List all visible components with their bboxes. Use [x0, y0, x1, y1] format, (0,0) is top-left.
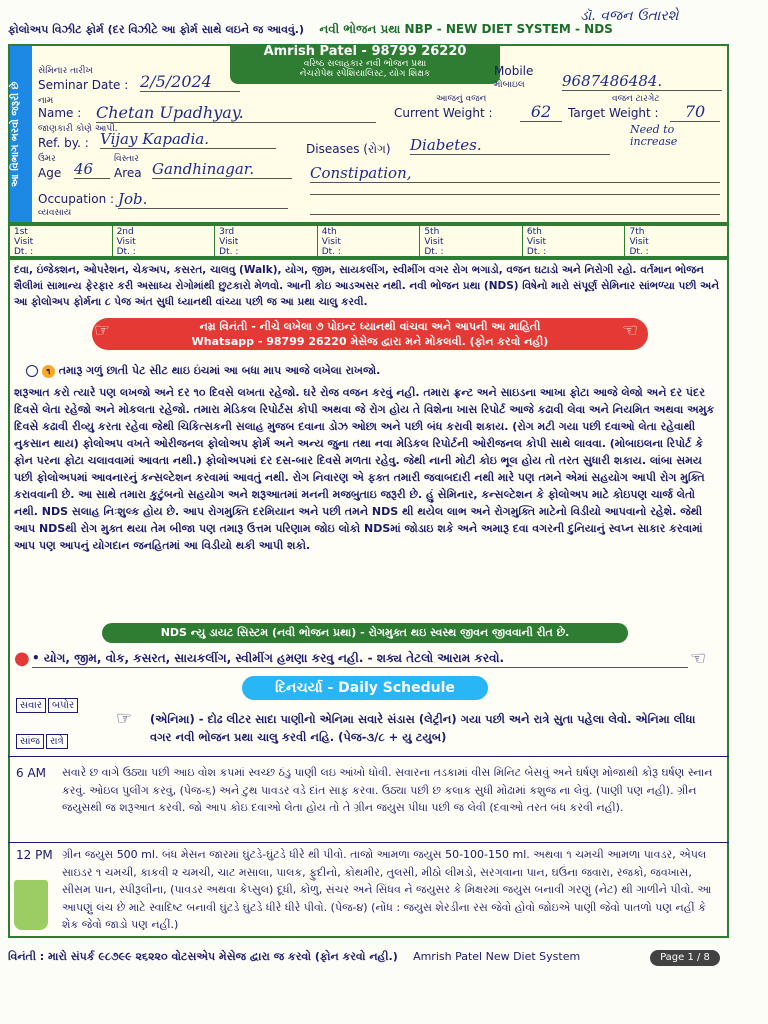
target-weight-label: Target Weight : [568, 106, 659, 120]
points-text: શરૂઆત કરો ત્યારે પણ લખજો અને દર ૧૦ દિવસે લખતા રહેજો. ઘરે રોજ વજન કરવું નહી. તમારા ફ્રન્ટ અને સાઇડના આખા ફોટા આજે લેજો અને દર પંદર દિવસે લેતા રહેજો અને મોકલતા રહેજો. તમારા મેડિકલ રિપોર્ટસ કોપી અથવા જે રોગ હોય તે વિશેના ખાસ રિપોર્ટ આજે કઢાવી લેવા અને નિયમિત અથવા અમુક દિવસે કઢાવી રીવ્યુ કરતા રહેવા જેથી ચિકિત્સકની સલાહ મુજબ દવાના ડોઝ ઓછા અને પછી બંધ કરાવી શકાય. (રોગ મટી ગયા પછી દવાઓ લેતા રહેવાથી નુકસાન થાય) ફોલોઅપ વખતે ઓરીજનલ ફોલોઅપ ફોર્મ અને અન્ય જુના તથા નવા મેડિકલ રિપોર્ટની ઓરીજનલ કોપી સાથે લાવવા. (મોબાઇલના રિપોર્ટ કે ફોન પરના ફોટા ચલાવવામાં આવતા નથી.) ફોલોઅપમાં દર દસ-બાર દિવસે મળતા રહેવુ. જેથી નાની મોટી કોઇ ભૂલ હોય તો તરત સુધારી શકાય. લાંબા સમય પછી ફોલોઅપમાં આવનારનું કન્સલ્ટેશન કરવામાં આવતું નથી. રોગ નિવારણ એ ફક્ત તમારી જવાબદારી નથી મારે પણ તમને એમાં સહયોગ આપી રોગ મુક્તિ કરાવવાની છે. આ સાથે તમારા કુટુંબનો સહયોગ અને શરૂઆતમાં મનની મજબુતાઇ જરૂરી છે. હું સેમિનાર, કન્સલ્ટેશન કે ફોલોઅપ માટે કોઇપણ ચાર્જ લેતો નથી. NDS સલાહ નિઃશુલ્ક હોય છે. આપ રોગમુક્તિ દરમિયાન અને પછી તમને NDS થી થયેલ લાભ અને રોગમુક્તિ માટેનો વિડીયો આપવાનો રહેશે. જેથી આપ NDSથી રોગ મુક્ત થયા તેમ બીજા પણ તમારૂ ઉત્તમ પરિણામ જોઇ લોકો NDSમાં જોડાઇ શકે અને અમારૂ દવા વગરની દુનિયાનું સ્વપ્ન સાકાર કરવામાં આપ પણ આપનું યોગદાન જનહિતમાં આ વિડીયો થકી આપી શકો. [14, 386, 715, 552]
age-label: Age [38, 166, 62, 180]
mobile-value[interactable]: 9687486484. [562, 72, 722, 91]
diseases-value-2[interactable]: Constipation, [310, 164, 720, 183]
tag-noon[interactable]: બપોર [48, 698, 78, 713]
text-6am: સવારે છ વાગે ઉઠ્યા પછી આઇ વોશ કપમાં સ્વચ્છ ઠંડુ પાણી લઇ આંખો ધોવી. સવારના તડકામાં વીસ મિનિટ બેસવું અને ઘર્ષણ મોજાથી કોરૂ ઘર્ષણ સ્નાન કરવું. ઓઇલ પુલીંગ કરવું, (પેજ-૬) અને ટુથ પાવડર વડે દાંત સાફ કરવા. ઉઠ્યા પછી છ કલાક સુધી મોઢામાં કશુજ ના લેવું. (પાણી પણ નહી). ગ્રીન જયુસથી જ શરૂઆત કરવી. જો આપ કોઇ દવાઓ લેતા હોય તો તે ગ્રીન જયુસ પીધા પછી જ લેવી (દવાઓ તરત બંધ કરવી નહી). [62, 766, 713, 814]
footer-brand: Amrish Patel New Diet System [413, 950, 581, 963]
evening-night-tags [16, 734, 68, 749]
diseases-label: Diseases (રોગ) [306, 142, 391, 156]
checkbox-ring-icon[interactable] [26, 365, 38, 377]
pointing-hand-icon-right: ☜ [622, 320, 639, 341]
measure-line: ૧ તમારૂ ગળું છાતી પેટ સીટ થાઇ ઇંચમાં આ બધા માપ આજે લખેલા રાખજો. [26, 362, 726, 379]
doctor-line-1: વરિષ્ઠ સલાહકાર નવી ભોજન પ્રથા [303, 59, 427, 69]
visit-cell-5[interactable]: 5th Visit Dt. : [420, 226, 523, 256]
doctor-banner [230, 44, 500, 84]
time-6am: 6 AM [16, 766, 47, 780]
occupation-value[interactable]: Job. [118, 190, 288, 209]
point-1-icon: ૧ [42, 365, 55, 378]
doctor-name: Amrish Patel - 98799 26220 [263, 44, 467, 59]
morning-noon-tags [16, 698, 78, 713]
target-weight-gu: વજન ટારગેટ [612, 94, 660, 104]
seminar-date-gu: સેમિનાર તારીખ [38, 66, 93, 76]
footer-request: વિનંતી : મારો સંપર્ક ૯૮૭૯૯ ૨૬૨૨૦ વોટસએપ મેસેજ દ્વારા જ કરવો (ફોન કરવો નહી.) [8, 950, 398, 963]
current-weight-value[interactable]: 62 [520, 102, 562, 122]
doctor-line-2: નેચરોપેથ સ્પેશિયાલિસ્ટ, યોગ શિક્ષક [299, 69, 431, 79]
divider-2 [8, 842, 729, 843]
divider-1 [8, 756, 729, 757]
diseases-blank-line [310, 194, 720, 195]
footer [8, 950, 729, 964]
area-label: Area [114, 166, 142, 180]
mobile-gu: મોબાઇલ [494, 80, 525, 90]
area-gu: વિસ્તાર [114, 154, 139, 164]
nds-pill: NDS ન્યુ ડાયટ સિસ્ટમ (નવી ભોજન પ્રથા) - રોગમુક્ત થઇ સ્વસ્થ જીવન જીવવાની રીત છે. [102, 623, 628, 643]
current-weight-gu: આજનું વજન [436, 94, 487, 104]
pointing-hand-icon-enema: ☞ [116, 708, 133, 729]
occupation-label: Occupation : [38, 192, 115, 206]
header [8, 22, 708, 37]
visit-cell-7[interactable]: 7th Visit Dt. : [629, 227, 649, 257]
diseases-value-1[interactable]: Diabetes. [410, 136, 610, 155]
target-note: Need to increase [630, 123, 678, 148]
nbp-title: નવી ભોજન પ્રથા NBP - NEW DIET SYSTEM - NDS [319, 22, 613, 36]
target-weight-value[interactable]: 70 [670, 102, 720, 122]
page-badge: Page 1 / 8 [650, 950, 720, 966]
ref-gu: જાણકારી કોણે આપી. [38, 124, 118, 134]
mobile-label: Mobile [494, 64, 534, 78]
enema-text: (એનિમા) - દોઢ લીટર સાદા પાણીનો એનિમા સવારે સંડાસ (લેટ્રીન) ગયા પછી અને રાત્રે સુતા પહેલા લેવો. એનિમા લીધા વગર નવી ભોજન પ્રથા ચાલુ કરવી નહિ. (પેજ-૩/૮ + યુ ટયુબ) [150, 712, 696, 744]
age-gu: ઉંમર [38, 154, 56, 164]
diseases-blank-line-2 [310, 214, 720, 215]
name-value[interactable]: Chetan Upadhyay. [96, 103, 376, 123]
bullet-dot-icon: ● [14, 648, 30, 669]
visit-cell-6[interactable]: 6th Visit Dt. : [523, 226, 626, 256]
name-gu: નામ [38, 96, 54, 106]
visit-cell-4[interactable]: 4th Visit Dt. : [318, 226, 421, 256]
current-weight-label: Current Weight : [394, 106, 493, 120]
visit-cell-2[interactable]: 2nd Visit Dt. : [113, 226, 216, 256]
text-12pm: ગ્રીન જયુસ 500 ml. બંધ મેસન જારમાં ઘુંટડે-ઘુંટડે ધીરે થી પીવો. તાજો આમળા જયુસ 50-100-150 ml. અથવા ૧ ચમચી આમળા પાવડર, એપલ સાઇડર ૧ ચમચી, કાકવી ૨ ચમચી, ચાટ મસાલા, પાલક, ફુદીનો, કોથમીર, તુલસી, મીઠો લીમડો, સરગવાના પાન, ઘઉંના જવારા, રજકો, જવખાસ, સીસમ પાન, સ્પીરૂલીના, (પાવડર અથવા કેપ્સુલ) દૂધી, કોળુ, સંચર અને સિંધવ ને જયુસર કે મિક્ષરમાં જયુસ બનાવી ગરણું (નેટ) થી ગાળીને પીવો. આ આપણું લંચ છે માટે સ્વાદિષ્ટ બનાવી ઘુંટડે ઘુંટડે ધીરે ધીરે પીવો. (પેજ-૪) (નોંધ : જયુસ શેરડીના રસ જેવો હોવો જોઇએ પાણી જેવો પાતળો પણ નહીં કે શેક જેવો જાડો પણ નહીં.) [62, 848, 712, 931]
visit-cell-3[interactable]: 3rd Visit Dt. : [215, 226, 318, 256]
pointing-hand-icon-yoga: ☜ [690, 648, 707, 669]
seminar-date-label: Seminar Date : [38, 78, 129, 92]
corner-note: ડૉ. વજન ઉતારશે [580, 8, 679, 24]
visit-cell-1[interactable]: 1st Visit Dt. : [10, 226, 113, 256]
request-line-1: નમ્ર વિનંતી - નીચે લખેલા ૭ પોઇન્ટ ધ્યાનથી વાંચવા અને આપની આ માહિતી [199, 320, 541, 333]
yoga-line: • યોગ, જીમ, વોક, કસરત, સાયકલીંગ, સ્વીમીંગ હમણા કરવુ નહી. - શક્ય તેટલો આરામ કરવો. [32, 650, 688, 668]
schedule-title: દિનચર્યા - Daily Schedule [242, 676, 488, 700]
occupation-gu: વ્યવસાય [38, 208, 72, 218]
tag-morning[interactable]: સવાર [16, 698, 46, 713]
tag-night[interactable]: રાત્રે [46, 734, 68, 749]
request-line-2: Whatsapp - 98799 26220 મેસેજ દ્વારા મને મોકલવી. (ફોન કરવો નહી) [191, 335, 549, 348]
tag-evening[interactable]: સાંજ [16, 734, 44, 749]
pointing-hand-icon: ☞ [94, 320, 111, 341]
area-value[interactable]: Gandhinagar. [152, 160, 292, 179]
name-label: Name : [38, 106, 82, 120]
age-value[interactable]: 46 [74, 160, 110, 179]
request-pill [92, 318, 648, 350]
visit-row [8, 224, 729, 258]
juice-glass-icon [14, 880, 48, 930]
form-title: ફોલોઅપ વિઝીટ ફોર્મ (દર વિઝીટે આ ફોર્મ સાથે લઇને જ આવવું.) [8, 23, 305, 36]
ref-value[interactable]: Vijay Kapadia. [100, 130, 276, 149]
ref-label: Ref. by. : [38, 136, 89, 150]
seminar-date-value[interactable]: 2/5/2024 [140, 72, 240, 92]
required-strip: આ વિભાગ ભરવો જરૂરી છે [10, 46, 32, 222]
time-12pm: 12 PM [16, 848, 53, 862]
intro-text: દવા, ઇંજેક્શન, ઓપરેશન, ચેકઅપ, કસરત, ચાલવુ (Walk), યોગ, જીમ, સાયકલીંગ, સ્વીમીંગ વગર રોગ ભગાડો, વજન ઘટાડો અને નિરોગી રહો. વર્તમાન ભોજન શૈલીમાં સામાન્ય ફેરફાર કરી અસાધ્ય રોગોમાંથી છુટકારો મેળવો. આની કોઇ આડઅસર નથી. નવી ભોજન પ્રથા (NDS) વિષેનો મારો સંપૂર્ણ સેમિનાર સાંભળ્યા પછી અને આ ફોલોઅપ ફોર્મના ૮ પેજ અંત સુધી ધ્યાનથી વાંચ્યા પછી જ આ પ્રથા ચાલુ કરવી. [14, 264, 720, 308]
